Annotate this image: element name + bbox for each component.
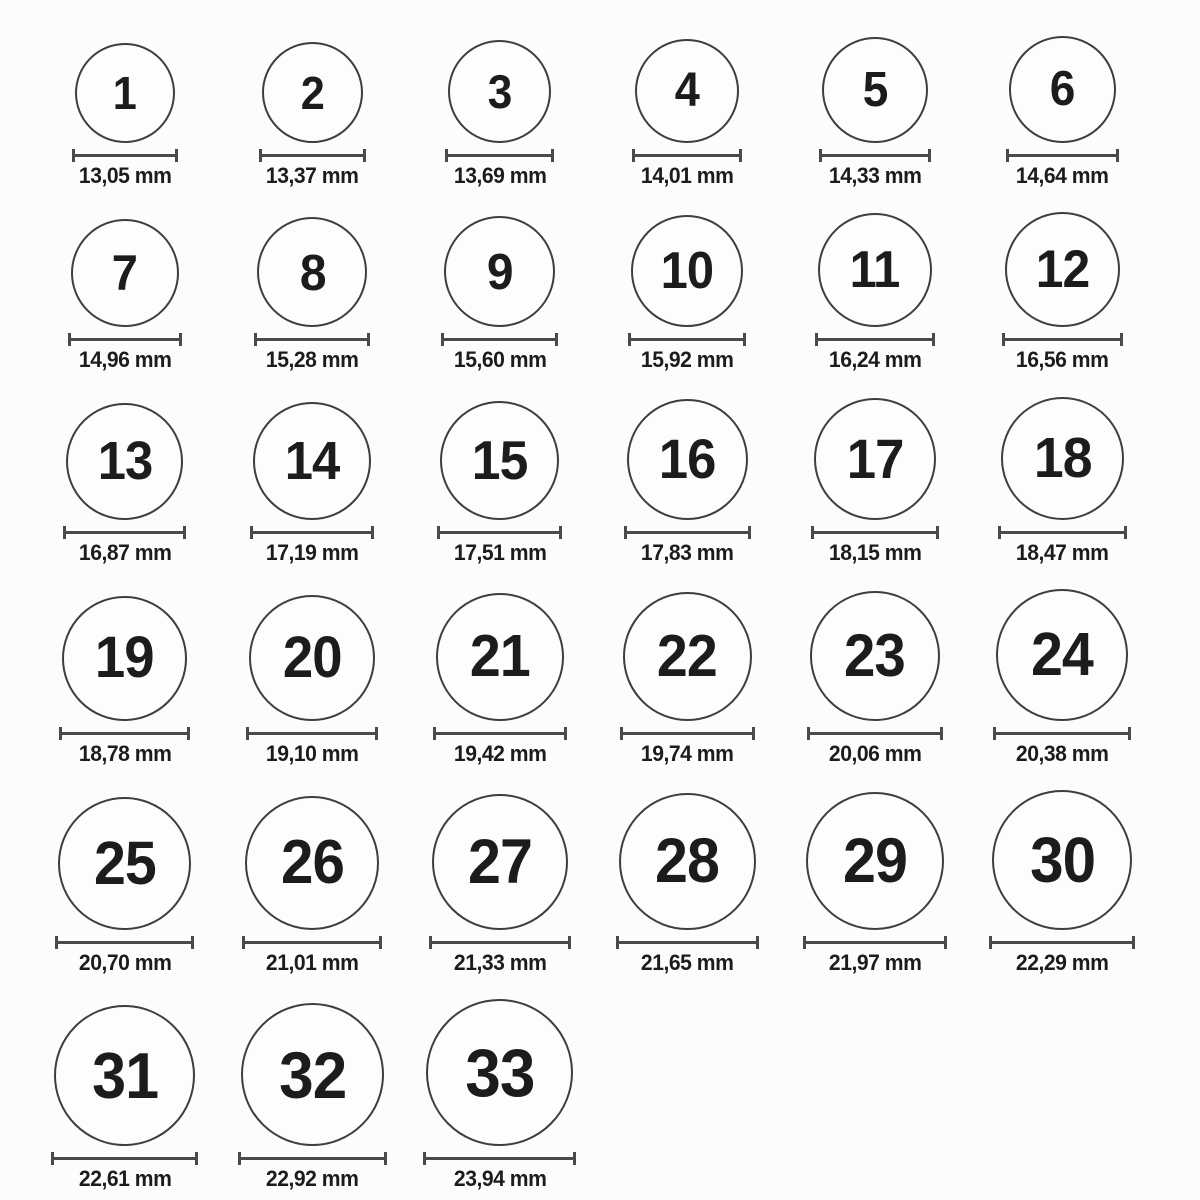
diameter-measure-line <box>807 727 943 740</box>
ring-size-number: 28 <box>655 826 720 897</box>
chart-row <box>31 589 1156 766</box>
ring-size-number: 21 <box>469 623 530 690</box>
ring-size-item <box>31 797 219 975</box>
measure-bar <box>62 732 187 735</box>
diameter-label: 23,94 mm <box>453 1166 546 1192</box>
diameter-label: 22,61 mm <box>78 1166 171 1192</box>
diameter-measure-line <box>437 526 562 539</box>
ring-circle <box>440 401 559 520</box>
ring-size-number: 25 <box>93 829 156 898</box>
ring-circle <box>426 999 573 1146</box>
diameter-label: 13,05 mm <box>78 163 171 188</box>
diameter-measure-line <box>445 149 554 162</box>
diameter-measure-line <box>433 727 567 740</box>
diameter-measure-line <box>616 936 759 949</box>
chart-row <box>31 212 1156 372</box>
ring-size-item <box>969 36 1157 188</box>
diameter-measure-line <box>993 727 1131 740</box>
ring-size-item <box>594 793 782 975</box>
diameter-label: 14,96 mm <box>78 347 171 373</box>
ring-size-number: 12 <box>1035 240 1090 300</box>
ring-circle <box>996 589 1128 721</box>
diameter-label: 14,01 mm <box>641 163 734 188</box>
measure-bar <box>1009 154 1116 157</box>
ring-size-number: 6 <box>1049 62 1075 116</box>
ring-circle <box>257 217 367 327</box>
ring-circle <box>1005 212 1120 327</box>
ring-size-number: 32 <box>278 1037 346 1112</box>
diameter-measure-line <box>63 526 186 539</box>
diameter-label: 18,78 mm <box>78 740 171 766</box>
diameter-measure-line <box>242 936 382 949</box>
diameter-label: 17,19 mm <box>266 539 359 565</box>
ring-size-item <box>781 792 969 975</box>
measure-bar <box>814 531 936 534</box>
diameter-measure-line <box>250 526 374 539</box>
ring-size-item <box>594 39 782 188</box>
ring-size-number: 4 <box>675 64 700 117</box>
ring-circle <box>818 213 932 327</box>
ring-size-number: 23 <box>844 621 906 689</box>
measure-bar <box>1001 531 1124 534</box>
ring-size-number: 26 <box>280 828 344 898</box>
ring-size-number: 24 <box>1031 620 1094 689</box>
ring-circle <box>992 790 1132 930</box>
measure-bar <box>54 1157 195 1160</box>
measure-bar <box>426 1157 573 1160</box>
diameter-label: 20,38 mm <box>1016 740 1109 766</box>
diameter-measure-line <box>423 1152 576 1165</box>
diameter-measure-line <box>441 333 558 346</box>
measure-bar <box>992 941 1132 944</box>
ring-size-item <box>406 999 594 1191</box>
measure-bar <box>806 941 944 944</box>
measure-bar <box>448 154 551 157</box>
measure-bar <box>66 531 183 534</box>
ring-size-item <box>406 794 594 975</box>
diameter-measure-line <box>68 333 182 346</box>
diameter-measure-line <box>259 149 366 162</box>
diameter-label: 19,74 mm <box>641 740 734 766</box>
diameter-label: 16,87 mm <box>78 539 171 565</box>
measure-bar <box>635 154 739 157</box>
ring-size-number: 10 <box>661 242 714 301</box>
diameter-label: 21,65 mm <box>641 950 734 976</box>
ring-size-number: 3 <box>487 65 512 118</box>
diameter-measure-line <box>238 1152 387 1165</box>
diameter-measure-line <box>998 526 1127 539</box>
diameter-label: 21,97 mm <box>828 950 921 976</box>
ring-size-item <box>219 595 407 766</box>
ring-size-number: 13 <box>97 431 153 492</box>
measure-bar <box>245 941 379 944</box>
measure-bar <box>818 338 932 341</box>
ring-size-number: 7 <box>112 245 138 302</box>
ring-size-item <box>219 217 407 372</box>
ring-circle <box>619 793 756 930</box>
diameter-label: 15,28 mm <box>266 347 359 373</box>
ring-size-item <box>781 398 969 565</box>
diameter-measure-line <box>815 333 935 346</box>
diameter-measure-line <box>803 936 947 949</box>
diameter-label: 19,10 mm <box>266 740 359 766</box>
ring-size-item <box>31 219 219 372</box>
diameter-label: 17,51 mm <box>453 539 546 565</box>
ring-circle <box>262 42 363 143</box>
measure-bar <box>262 154 363 157</box>
diameter-label: 21,33 mm <box>453 950 546 976</box>
measure-bar <box>1005 338 1120 341</box>
diameter-label: 18,15 mm <box>828 539 921 565</box>
ring-size-item <box>969 212 1157 372</box>
diameter-label: 13,69 mm <box>453 163 546 188</box>
ring-circle <box>75 43 175 143</box>
measure-bar <box>257 338 367 341</box>
ring-size-number: 9 <box>486 243 513 301</box>
measure-bar <box>996 732 1128 735</box>
ring-size-item <box>594 399 782 565</box>
measure-bar <box>75 154 175 157</box>
ring-circle <box>635 39 739 143</box>
measure-bar <box>619 941 756 944</box>
ring-size-item <box>31 596 219 766</box>
ring-size-item <box>969 589 1157 766</box>
ring-size-number: 33 <box>465 1034 535 1111</box>
ring-size-item <box>31 403 219 565</box>
ring-size-number: 19 <box>95 625 155 691</box>
measure-bar <box>822 154 928 157</box>
ring-size-item <box>969 397 1157 565</box>
ring-circle <box>1001 397 1124 520</box>
ring-size-number: 22 <box>657 622 718 689</box>
ring-circle <box>253 402 371 520</box>
ring-size-number: 2 <box>300 66 324 119</box>
measure-bar <box>241 1157 384 1160</box>
diameter-label: 16,24 mm <box>828 347 921 373</box>
chart-row <box>31 36 1156 188</box>
measure-bar <box>440 531 559 534</box>
ring-size-number: 11 <box>849 241 900 300</box>
ring-size-number: 31 <box>91 1039 158 1113</box>
diameter-label: 16,56 mm <box>1016 347 1109 373</box>
ring-size-item <box>594 215 782 372</box>
diameter-label: 17,83 mm <box>641 539 734 565</box>
ring-size-item <box>781 591 969 766</box>
measure-bar <box>249 732 375 735</box>
ring-circle <box>627 399 748 520</box>
ring-size-item <box>219 402 407 565</box>
diameter-measure-line <box>1006 149 1119 162</box>
ring-size-number: 27 <box>467 826 532 897</box>
ring-circle <box>432 794 568 930</box>
ring-circle <box>249 595 375 721</box>
ring-size-item <box>406 593 594 766</box>
diameter-measure-line <box>429 936 571 949</box>
ring-circle <box>71 219 179 327</box>
diameter-label: 13,37 mm <box>266 163 359 188</box>
ring-circle <box>241 1003 384 1146</box>
chart-row <box>31 790 1156 975</box>
ring-size-item <box>969 790 1157 975</box>
diameter-label: 21,01 mm <box>266 950 359 976</box>
ring-circle <box>810 591 940 721</box>
ring-size-number: 17 <box>846 426 904 490</box>
ring-circle <box>444 216 555 327</box>
ring-size-item <box>219 796 407 975</box>
diameter-label: 20,70 mm <box>78 950 171 976</box>
ring-circle <box>623 592 752 721</box>
diameter-measure-line <box>632 149 742 162</box>
chart-row <box>31 999 1156 1191</box>
measure-bar <box>631 338 743 341</box>
ring-size-number: 18 <box>1033 425 1092 490</box>
measure-bar <box>432 941 568 944</box>
ring-circle <box>1009 36 1116 143</box>
ring-size-item <box>406 216 594 372</box>
diameter-measure-line <box>55 936 194 949</box>
ring-circle <box>54 1005 195 1146</box>
diameter-measure-line <box>989 936 1135 949</box>
ring-circle <box>822 37 928 143</box>
diameter-label: 14,64 mm <box>1016 163 1109 188</box>
ring-size-number: 14 <box>284 430 340 491</box>
diameter-label: 15,60 mm <box>453 347 546 373</box>
ring-size-item <box>781 37 969 188</box>
diameter-measure-line <box>254 333 370 346</box>
ring-circle <box>448 40 551 143</box>
ring-circle <box>66 403 183 520</box>
ring-circle <box>245 796 379 930</box>
diameter-label: 19,42 mm <box>453 740 546 766</box>
ring-size-number: 15 <box>471 428 528 491</box>
ring-size-number: 1 <box>113 67 137 119</box>
ring-size-item <box>31 43 219 188</box>
ring-size-item <box>219 42 407 188</box>
measure-bar <box>623 732 752 735</box>
measure-bar <box>627 531 748 534</box>
chart-row <box>31 397 1156 565</box>
diameter-measure-line <box>628 333 746 346</box>
measure-bar <box>436 732 564 735</box>
measure-bar <box>253 531 371 534</box>
ring-size-item <box>31 1005 219 1191</box>
ring-size-number: 29 <box>842 825 907 896</box>
ring-circle <box>58 797 191 930</box>
diameter-label: 15,92 mm <box>641 347 734 373</box>
ring-circle <box>436 593 564 721</box>
ring-size-item <box>594 592 782 766</box>
ring-circle <box>806 792 944 930</box>
ring-size-number: 30 <box>1029 824 1095 897</box>
diameter-label: 22,29 mm <box>1016 950 1109 976</box>
diameter-measure-line <box>811 526 939 539</box>
ring-size-item <box>406 40 594 188</box>
diameter-label: 18,47 mm <box>1016 539 1109 565</box>
diameter-label: 22,92 mm <box>266 1166 359 1192</box>
measure-bar <box>71 338 179 341</box>
diameter-measure-line <box>624 526 751 539</box>
measure-bar <box>58 941 191 944</box>
ring-size-number: 16 <box>658 427 716 491</box>
ring-circle <box>631 215 743 327</box>
diameter-measure-line <box>1002 333 1123 346</box>
diameter-measure-line <box>59 727 190 740</box>
diameter-label: 20,06 mm <box>828 740 921 766</box>
measure-bar <box>810 732 940 735</box>
diameter-measure-line <box>51 1152 198 1165</box>
ring-size-number: 5 <box>862 62 888 117</box>
ring-size-item <box>406 401 594 565</box>
diameter-measure-line <box>620 727 755 740</box>
ring-circle <box>814 398 936 520</box>
ring-circle <box>62 596 187 721</box>
ring-size-item <box>219 1003 407 1191</box>
ring-size-number: 8 <box>299 243 326 301</box>
ring-size-item <box>781 213 969 372</box>
diameter-label: 14,33 mm <box>828 163 921 188</box>
ring-size-number: 20 <box>282 624 342 690</box>
measure-bar <box>444 338 555 341</box>
diameter-measure-line <box>819 149 931 162</box>
diameter-measure-line <box>246 727 378 740</box>
diameter-measure-line <box>72 149 178 162</box>
